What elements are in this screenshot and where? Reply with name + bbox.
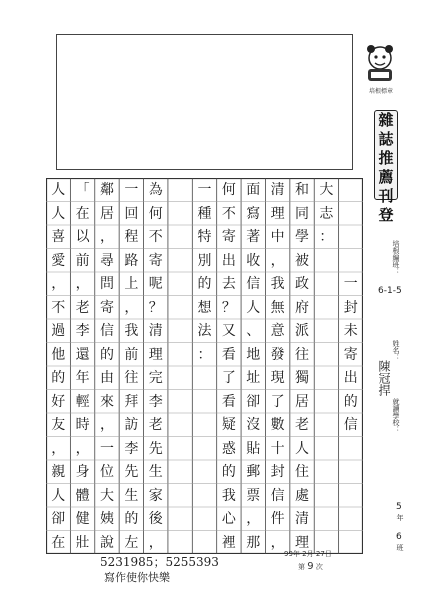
essay-char: ， bbox=[51, 276, 66, 292]
essay-char: 意 bbox=[270, 323, 285, 339]
essay-char: 心 bbox=[221, 511, 236, 527]
essay-char: 的 bbox=[99, 346, 114, 363]
essay-char: 居 bbox=[295, 393, 310, 410]
essay-char: 處 bbox=[295, 487, 310, 504]
essay-char: 同 bbox=[295, 205, 310, 222]
essay-char: 想 bbox=[197, 299, 212, 316]
essay-char: 一 bbox=[343, 276, 358, 292]
essay-char: ？ bbox=[148, 299, 163, 316]
essay-char: 生 bbox=[148, 464, 163, 480]
essay-char: 我 bbox=[221, 487, 236, 504]
essay-char: 著 bbox=[246, 229, 261, 245]
essay-char: 寄 bbox=[343, 346, 358, 363]
essay-char: 種 bbox=[197, 205, 212, 222]
essay-char: ， bbox=[99, 417, 114, 433]
essay-char: 的 bbox=[124, 511, 139, 527]
essay-char: 出 bbox=[343, 370, 358, 386]
essay-char: 寄 bbox=[148, 252, 163, 269]
name-value: 陳冠捍 bbox=[377, 360, 391, 396]
essay-char: 時 bbox=[75, 417, 90, 433]
essay-char: 何 bbox=[148, 205, 163, 222]
month-unit: 月 bbox=[306, 550, 314, 558]
essay-char: 一 bbox=[124, 182, 139, 198]
essay-char: 地 bbox=[246, 346, 261, 363]
essay-char: 一 bbox=[197, 182, 212, 198]
essay-char: 以 bbox=[75, 229, 90, 245]
essay-char: 拜 bbox=[124, 393, 139, 410]
month: 2 bbox=[302, 550, 307, 558]
essay-char: 身 bbox=[75, 464, 90, 480]
essay-char: 一 bbox=[99, 440, 114, 457]
essay-char: ： bbox=[197, 346, 212, 363]
essay-char: 前 bbox=[124, 346, 139, 363]
essay-char: 路 bbox=[124, 252, 139, 269]
essay-char: 了 bbox=[221, 370, 236, 386]
essay-char: ， bbox=[51, 440, 66, 457]
essay-char: 獨 bbox=[295, 370, 310, 386]
essay-char: 過 bbox=[51, 323, 66, 339]
class-unit: 班 bbox=[396, 544, 404, 551]
essay-char: 收 bbox=[246, 252, 261, 269]
phone-numbers: 5231985；5255393 bbox=[100, 555, 219, 569]
essay-char: 健 bbox=[75, 511, 90, 527]
year-unit: 年 bbox=[292, 550, 300, 558]
essay-char: ， bbox=[246, 511, 261, 527]
essay-char: ？ bbox=[221, 299, 236, 316]
essay-char: 面 bbox=[246, 182, 261, 198]
essay-char: ， bbox=[75, 276, 90, 292]
essay-char: 姨 bbox=[99, 511, 114, 527]
essay-char: 回 bbox=[124, 205, 139, 222]
essay-char: 尋 bbox=[99, 252, 114, 269]
essay-char: 發 bbox=[270, 346, 285, 363]
essay-char: 卻 bbox=[246, 393, 261, 410]
essay-char: 說 bbox=[99, 534, 114, 551]
essay-char: 程 bbox=[124, 229, 139, 245]
essay-char: 他 bbox=[51, 346, 66, 363]
logo-caption: 培根標章 bbox=[368, 88, 393, 95]
grade-unit: 年 bbox=[396, 514, 404, 521]
essay-char: 鄰 bbox=[99, 182, 114, 198]
essay-char: 法 bbox=[197, 323, 212, 339]
essay-char: 不 bbox=[148, 229, 163, 245]
essay-char: 前 bbox=[75, 252, 90, 269]
essay-char: 李 bbox=[124, 440, 139, 457]
essay-char: 的 bbox=[51, 370, 66, 386]
essay-char: 我 bbox=[270, 276, 285, 292]
essay-char: 呢 bbox=[148, 276, 163, 292]
essay-char: 李 bbox=[148, 393, 163, 410]
essay-char: 壯 bbox=[75, 534, 90, 551]
essay-char: 票 bbox=[246, 487, 261, 504]
essay-char: 志 bbox=[319, 205, 334, 222]
essay-char: 來 bbox=[99, 393, 114, 410]
essay-char: 別 bbox=[197, 252, 212, 269]
essay-char: 何 bbox=[221, 182, 236, 198]
essay-char: 出 bbox=[221, 252, 236, 269]
essay-char: 惑 bbox=[221, 440, 236, 457]
essay-char: 不 bbox=[221, 205, 236, 222]
essay-char: 封 bbox=[343, 299, 358, 316]
essay-char: 現 bbox=[270, 370, 285, 386]
essay-char: 人 bbox=[295, 440, 310, 457]
essay-char: 未 bbox=[343, 323, 358, 339]
essay-char: 數 bbox=[270, 417, 285, 433]
essay-char: 大 bbox=[319, 182, 334, 198]
essay-char: 和 bbox=[295, 182, 310, 198]
essay-char: 學 bbox=[295, 229, 310, 245]
essay-char: 政 bbox=[295, 276, 310, 292]
essay-char: 家 bbox=[148, 487, 163, 504]
essay-char: 看 bbox=[221, 393, 236, 410]
school-label: 就讀學校： bbox=[392, 398, 400, 433]
essay-char: 件 bbox=[270, 511, 285, 527]
essay-char: 完 bbox=[148, 370, 163, 386]
essay-char: 寄 bbox=[99, 299, 114, 316]
essay-char: ： bbox=[319, 229, 334, 245]
essay-char: 好 bbox=[51, 393, 66, 410]
essay-char: 不 bbox=[51, 299, 66, 316]
essay-char: 那 bbox=[246, 534, 261, 551]
essay-char: ， bbox=[124, 299, 139, 316]
essay-char: ， bbox=[75, 440, 90, 457]
essay-char: 十 bbox=[270, 440, 285, 457]
essay-char: 後 bbox=[148, 511, 163, 527]
essay-char: 人 bbox=[246, 299, 261, 316]
essay-char: 先 bbox=[124, 464, 139, 480]
essay-char: ， bbox=[270, 534, 285, 551]
year: 99 bbox=[284, 550, 293, 558]
illustration-box bbox=[56, 34, 353, 170]
essay-char: 訪 bbox=[124, 417, 139, 433]
essay-char: 理 bbox=[295, 534, 310, 551]
class-value: 6-1-5 bbox=[378, 286, 402, 296]
essay-char: 、 bbox=[246, 323, 261, 339]
essay-char: 信 bbox=[270, 487, 285, 504]
essay-char: 的 bbox=[343, 393, 358, 410]
essay-char: 愛 bbox=[51, 252, 66, 269]
essay-char: 李 bbox=[75, 323, 90, 339]
essay-char: 中 bbox=[270, 229, 285, 245]
essay-char: 清 bbox=[295, 511, 310, 527]
essay-char: 往 bbox=[295, 346, 310, 363]
essay-char: 為 bbox=[148, 182, 163, 198]
day: 27 bbox=[315, 550, 325, 558]
essay-char: 了 bbox=[270, 393, 285, 410]
essay-char: 清 bbox=[148, 323, 163, 339]
essay-char: 居 bbox=[99, 205, 114, 222]
essay-char: 先 bbox=[148, 440, 163, 457]
essay-char: 老 bbox=[148, 417, 163, 433]
essay-char: 信 bbox=[246, 276, 261, 292]
essay-char: 看 bbox=[221, 346, 236, 363]
essay-char: 往 bbox=[124, 370, 139, 386]
essay-char: 老 bbox=[75, 299, 90, 316]
essay-char: 的 bbox=[221, 464, 236, 480]
essay-char: ， bbox=[148, 534, 163, 551]
essay-char: 生 bbox=[124, 487, 139, 504]
essay-char: 特 bbox=[197, 229, 212, 245]
essay-char: 的 bbox=[197, 276, 212, 292]
class-no: 6 bbox=[396, 532, 402, 542]
essay-char: 位 bbox=[99, 464, 114, 480]
name-label: 姓名： bbox=[392, 340, 400, 361]
essay-char: 府 bbox=[295, 299, 310, 316]
essay-char: 寫 bbox=[246, 205, 261, 222]
essay-char: 址 bbox=[246, 370, 261, 386]
essay-char: 在 bbox=[75, 205, 90, 222]
essay-char: 理 bbox=[270, 205, 285, 222]
slogan: 寫作使你快樂 bbox=[104, 571, 170, 584]
essay-char: 郵 bbox=[246, 464, 261, 480]
essay-char: 寄 bbox=[221, 229, 236, 245]
essay-char: 輕 bbox=[75, 393, 90, 410]
issue-count bbox=[298, 561, 323, 572]
essay-char: 友 bbox=[51, 417, 66, 433]
essay-char: 又 bbox=[221, 323, 236, 339]
essay-char: 封 bbox=[270, 464, 285, 480]
essay-char: 被 bbox=[295, 252, 310, 269]
grade-value: 5 bbox=[396, 502, 402, 512]
essay-char: 信 bbox=[99, 323, 114, 339]
essay-char: ， bbox=[99, 229, 114, 245]
essay-char: 親 bbox=[51, 464, 66, 480]
essay-char: 喜 bbox=[51, 229, 66, 245]
essay-char: 貼 bbox=[246, 440, 261, 457]
essay-char: 派 bbox=[295, 323, 310, 339]
essay-char: 大 bbox=[99, 487, 114, 504]
essay-char: 體 bbox=[75, 487, 90, 504]
essay-char: 理 bbox=[148, 346, 163, 363]
essay-char: 人 bbox=[51, 487, 66, 504]
recommend-stamp bbox=[374, 110, 398, 224]
essay-char: 還 bbox=[75, 346, 90, 363]
essay-char: 年 bbox=[75, 370, 90, 386]
issue: 9 bbox=[307, 561, 314, 572]
day-unit: 日 bbox=[324, 550, 332, 558]
essay-char: 我 bbox=[124, 323, 139, 339]
essay-char: 無 bbox=[270, 299, 285, 316]
essay-char: 人 bbox=[51, 205, 66, 222]
essay-char: 上 bbox=[124, 276, 139, 292]
essay-char: 清 bbox=[270, 182, 285, 198]
essay-char: 「 bbox=[75, 182, 90, 198]
essay-char: 裡 bbox=[221, 534, 236, 551]
essay-char: 人 bbox=[51, 182, 66, 198]
essay-char: 在 bbox=[51, 534, 66, 551]
essay-char: 老 bbox=[295, 417, 310, 433]
essay-char: 疑 bbox=[221, 417, 236, 433]
essay-char: 由 bbox=[99, 370, 114, 386]
essay-char: 沒 bbox=[246, 417, 261, 433]
issue-unit: 次 bbox=[315, 563, 323, 571]
essay-char: ， bbox=[270, 252, 285, 269]
essay-char: 左 bbox=[124, 534, 139, 551]
footer-date bbox=[284, 549, 332, 559]
essay-char: 問 bbox=[99, 276, 114, 292]
essay-char: 卻 bbox=[51, 511, 66, 527]
essay-char: 去 bbox=[221, 276, 236, 292]
issue-prefix: 第 bbox=[298, 563, 305, 571]
essay-char: 信 bbox=[343, 417, 358, 433]
essay-char: 住 bbox=[295, 464, 310, 480]
stamp-text: 雜 誌 推 薦 刊 登 bbox=[378, 111, 394, 224]
class-label: 培根編班： bbox=[392, 240, 400, 275]
